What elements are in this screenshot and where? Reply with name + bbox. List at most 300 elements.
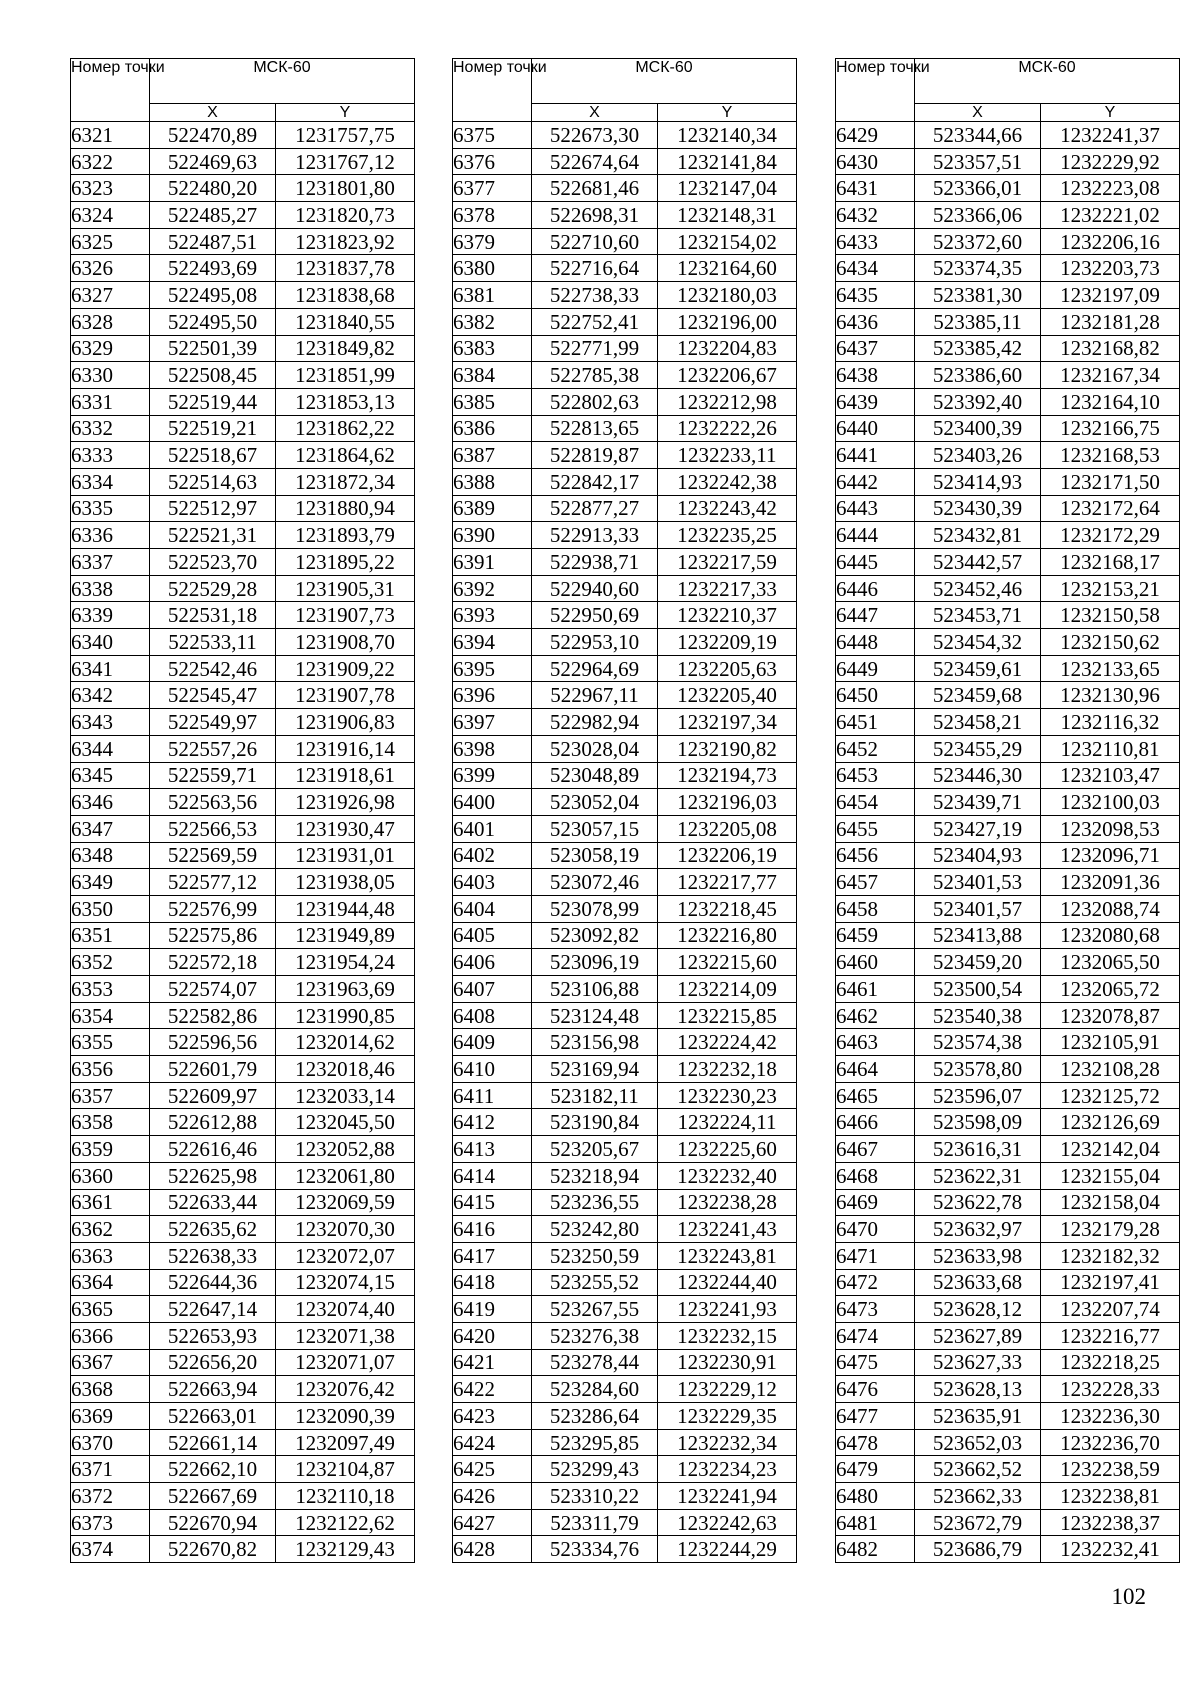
point-number-cell: 6325 — [71, 228, 150, 255]
point-number-cell: 6333 — [71, 442, 150, 469]
x-coordinate-cell: 523106,88 — [532, 976, 658, 1003]
point-number-cell: 6396 — [453, 682, 532, 709]
point-number-cell: 6321 — [71, 122, 150, 149]
x-coordinate-cell: 523048,89 — [532, 762, 658, 789]
table-row — [71, 762, 415, 789]
table-row — [836, 1109, 1180, 1136]
point-number-cell: 6468 — [836, 1162, 915, 1189]
point-number-cell: 6469 — [836, 1189, 915, 1216]
x-coordinate-cell: 522656,20 — [150, 1349, 276, 1376]
table-row — [71, 575, 415, 602]
x-coordinate-cell: 522681,46 — [532, 175, 658, 202]
x-coordinate-cell: 523459,61 — [915, 655, 1041, 682]
table-row — [453, 442, 797, 469]
point-number-cell: 6453 — [836, 762, 915, 789]
point-number-cell: 6335 — [71, 495, 150, 522]
y-coordinate-cell: 1232172,64 — [1041, 495, 1180, 522]
table-row — [71, 1002, 415, 1029]
point-number-cell: 6435 — [836, 282, 915, 309]
point-number-cell: 6328 — [71, 308, 150, 335]
table-row — [71, 122, 415, 149]
table-row — [453, 1296, 797, 1323]
y-coordinate-cell: 1231820,73 — [276, 202, 415, 229]
table-row — [71, 1509, 415, 1536]
y-coordinate-cell: 1232218,25 — [1041, 1349, 1180, 1376]
point-number-header: Номер точки — [453, 59, 532, 122]
table-row — [453, 629, 797, 656]
y-coordinate-cell: 1232158,04 — [1041, 1189, 1180, 1216]
point-number-cell: 6382 — [453, 308, 532, 335]
x-coordinate-cell: 522521,31 — [150, 522, 276, 549]
table-row — [836, 1403, 1180, 1430]
y-coordinate-cell: 1232090,39 — [276, 1403, 415, 1430]
point-number-cell: 6391 — [453, 549, 532, 576]
point-number-cell: 6353 — [71, 976, 150, 1003]
y-coordinate-cell: 1232182,32 — [1041, 1242, 1180, 1269]
x-coordinate-cell: 522953,10 — [532, 629, 658, 656]
table-row — [71, 1269, 415, 1296]
table-row — [836, 1162, 1180, 1189]
y-coordinate-cell: 1232045,50 — [276, 1109, 415, 1136]
x-coordinate-cell: 523156,98 — [532, 1029, 658, 1056]
x-coordinate-cell: 523385,11 — [915, 308, 1041, 335]
x-coordinate-cell: 523357,51 — [915, 148, 1041, 175]
table-row — [836, 335, 1180, 362]
table-row — [836, 175, 1180, 202]
y-coordinate-cell: 1232080,68 — [1041, 922, 1180, 949]
table-row — [836, 1269, 1180, 1296]
point-number-cell: 6404 — [453, 895, 532, 922]
point-number-cell: 6419 — [453, 1296, 532, 1323]
table-row — [453, 1189, 797, 1216]
x-coordinate-cell: 522670,94 — [150, 1509, 276, 1536]
point-number-cell: 6420 — [453, 1322, 532, 1349]
y-coordinate-cell: 1232224,42 — [658, 1029, 797, 1056]
point-number-cell: 6438 — [836, 362, 915, 389]
table-row — [453, 522, 797, 549]
point-number-cell: 6464 — [836, 1056, 915, 1083]
y-coordinate-cell: 1232233,11 — [658, 442, 797, 469]
x-coordinate-cell: 522512,97 — [150, 495, 276, 522]
x-coordinate-cell: 523072,46 — [532, 869, 658, 896]
table-row — [836, 1536, 1180, 1563]
point-number-cell: 6417 — [453, 1242, 532, 1269]
coordinate-system-header: МСК-60 — [150, 59, 415, 104]
table-row — [836, 255, 1180, 282]
point-number-cell: 6388 — [453, 468, 532, 495]
table-row — [71, 282, 415, 309]
y-coordinate-cell: 1232230,23 — [658, 1082, 797, 1109]
point-number-cell: 6459 — [836, 922, 915, 949]
x-coordinate-cell: 522577,12 — [150, 869, 276, 896]
x-coordinate-cell: 522616,46 — [150, 1136, 276, 1163]
point-number-cell: 6447 — [836, 602, 915, 629]
y-coordinate-cell: 1232244,29 — [658, 1536, 797, 1563]
x-coordinate-cell: 523278,44 — [532, 1349, 658, 1376]
table-row — [71, 789, 415, 816]
table-row — [836, 1509, 1180, 1536]
x-coordinate-cell: 522967,11 — [532, 682, 658, 709]
table-row — [836, 815, 1180, 842]
x-coordinate-cell: 523439,71 — [915, 789, 1041, 816]
x-coordinate-cell: 523672,79 — [915, 1509, 1041, 1536]
table-row — [453, 362, 797, 389]
point-number-cell: 6410 — [453, 1056, 532, 1083]
y-coordinate-cell: 1232070,30 — [276, 1216, 415, 1243]
table-row — [71, 228, 415, 255]
point-number-cell: 6443 — [836, 495, 915, 522]
point-number-cell: 6356 — [71, 1056, 150, 1083]
table-row — [71, 629, 415, 656]
point-number-cell: 6414 — [453, 1162, 532, 1189]
x-coordinate-cell: 522559,71 — [150, 762, 276, 789]
point-number-cell: 6402 — [453, 842, 532, 869]
y-coordinate-cell: 1232018,46 — [276, 1056, 415, 1083]
y-coordinate-cell: 1232242,38 — [658, 468, 797, 495]
table-row — [836, 1322, 1180, 1349]
point-number-cell: 6442 — [836, 468, 915, 495]
x-coordinate-cell: 523078,99 — [532, 895, 658, 922]
table-row — [453, 655, 797, 682]
y-coordinate-cell: 1231853,13 — [276, 388, 415, 415]
x-coordinate-cell: 522662,10 — [150, 1456, 276, 1483]
table-row — [453, 495, 797, 522]
x-coordinate-cell: 523430,39 — [915, 495, 1041, 522]
x-coordinate-cell: 523404,93 — [915, 842, 1041, 869]
y-coordinate-cell: 1232071,07 — [276, 1349, 415, 1376]
point-number-cell: 6449 — [836, 655, 915, 682]
y-coordinate-cell: 1232203,73 — [1041, 255, 1180, 282]
table-row — [71, 495, 415, 522]
x-coordinate-cell: 523628,12 — [915, 1296, 1041, 1323]
y-coordinate-cell: 1232210,37 — [658, 602, 797, 629]
x-coordinate-cell: 523400,39 — [915, 415, 1041, 442]
table-row — [71, 1376, 415, 1403]
table-row — [453, 1322, 797, 1349]
x-coordinate-cell: 522480,20 — [150, 175, 276, 202]
point-number-cell: 6329 — [71, 335, 150, 362]
table-row — [71, 602, 415, 629]
point-number-cell: 6332 — [71, 415, 150, 442]
x-header: X — [915, 103, 1041, 121]
y-coordinate-cell: 1232141,84 — [658, 148, 797, 175]
y-coordinate-cell: 1232230,91 — [658, 1349, 797, 1376]
y-coordinate-cell: 1232140,34 — [658, 122, 797, 149]
point-number-cell: 6427 — [453, 1509, 532, 1536]
x-coordinate-cell: 523414,93 — [915, 468, 1041, 495]
table-row — [836, 1216, 1180, 1243]
point-number-cell: 6327 — [71, 282, 150, 309]
x-coordinate-cell: 522877,27 — [532, 495, 658, 522]
point-number-cell: 6434 — [836, 255, 915, 282]
x-coordinate-cell: 522501,39 — [150, 335, 276, 362]
x-coordinate-cell: 522802,63 — [532, 388, 658, 415]
point-number-cell: 6354 — [71, 1002, 150, 1029]
x-coordinate-cell: 523182,11 — [532, 1082, 658, 1109]
y-coordinate-cell: 1231862,22 — [276, 415, 415, 442]
x-coordinate-cell: 522938,71 — [532, 549, 658, 576]
table-row — [836, 1242, 1180, 1269]
table-row — [836, 1082, 1180, 1109]
table-row — [71, 1029, 415, 1056]
point-number-cell: 6408 — [453, 1002, 532, 1029]
table-row — [836, 495, 1180, 522]
x-coordinate-cell: 523454,32 — [915, 629, 1041, 656]
table-row — [453, 228, 797, 255]
table-row — [836, 308, 1180, 335]
point-number-cell: 6342 — [71, 682, 150, 709]
y-coordinate-cell: 1232207,74 — [1041, 1296, 1180, 1323]
y-coordinate-cell: 1232235,25 — [658, 522, 797, 549]
table-row — [453, 869, 797, 896]
table-row — [71, 709, 415, 736]
x-coordinate-cell: 523598,09 — [915, 1109, 1041, 1136]
x-coordinate-cell: 522572,18 — [150, 949, 276, 976]
x-coordinate-cell: 522633,44 — [150, 1189, 276, 1216]
table-row — [836, 1296, 1180, 1323]
x-coordinate-cell: 523295,85 — [532, 1429, 658, 1456]
y-coordinate-cell: 1232154,02 — [658, 228, 797, 255]
y-coordinate-cell: 1232116,32 — [1041, 709, 1180, 736]
table-row — [453, 842, 797, 869]
x-coordinate-cell: 523453,71 — [915, 602, 1041, 629]
table-row — [836, 282, 1180, 309]
x-coordinate-cell: 522940,60 — [532, 575, 658, 602]
y-coordinate-cell: 1232150,58 — [1041, 602, 1180, 629]
point-number-cell: 6399 — [453, 762, 532, 789]
x-coordinate-cell: 523311,79 — [532, 1509, 658, 1536]
table-row — [71, 842, 415, 869]
y-coordinate-cell: 1232236,30 — [1041, 1403, 1180, 1430]
y-coordinate-cell: 1232150,62 — [1041, 629, 1180, 656]
table-row — [836, 122, 1180, 149]
point-number-cell: 6458 — [836, 895, 915, 922]
x-coordinate-cell: 522545,47 — [150, 682, 276, 709]
point-number-cell: 6477 — [836, 1403, 915, 1430]
y-coordinate-cell: 1232196,00 — [658, 308, 797, 335]
table-row — [836, 895, 1180, 922]
table-body — [453, 122, 797, 1563]
x-coordinate-cell: 522557,26 — [150, 735, 276, 762]
x-coordinate-cell: 522549,97 — [150, 709, 276, 736]
point-number-cell: 6454 — [836, 789, 915, 816]
x-coordinate-cell: 522575,86 — [150, 922, 276, 949]
point-number-cell: 6337 — [71, 549, 150, 576]
y-coordinate-cell: 1231823,92 — [276, 228, 415, 255]
table-row — [453, 1509, 797, 1536]
y-coordinate-cell: 1232225,60 — [658, 1136, 797, 1163]
y-coordinate-cell: 1232074,15 — [276, 1269, 415, 1296]
x-coordinate-cell: 523401,57 — [915, 895, 1041, 922]
x-coordinate-cell: 523574,38 — [915, 1029, 1041, 1056]
y-coordinate-cell: 1232153,21 — [1041, 575, 1180, 602]
y-coordinate-cell: 1232122,62 — [276, 1509, 415, 1536]
point-number-cell: 6379 — [453, 228, 532, 255]
y-coordinate-cell: 1231938,05 — [276, 869, 415, 896]
x-coordinate-cell: 523236,55 — [532, 1189, 658, 1216]
point-number-cell: 6481 — [836, 1509, 915, 1536]
table-row — [836, 388, 1180, 415]
x-coordinate-cell: 522950,69 — [532, 602, 658, 629]
table-row — [71, 1536, 415, 1563]
x-coordinate-cell: 522647,14 — [150, 1296, 276, 1323]
x-coordinate-cell: 522752,41 — [532, 308, 658, 335]
x-coordinate-cell: 523446,30 — [915, 762, 1041, 789]
y-coordinate-cell: 1231909,22 — [276, 655, 415, 682]
point-number-cell: 6384 — [453, 362, 532, 389]
table-row — [836, 415, 1180, 442]
x-coordinate-cell: 522913,33 — [532, 522, 658, 549]
y-coordinate-cell: 1232206,67 — [658, 362, 797, 389]
x-coordinate-cell: 522469,63 — [150, 148, 276, 175]
point-number-cell: 6412 — [453, 1109, 532, 1136]
y-coordinate-cell: 1232223,08 — [1041, 175, 1180, 202]
x-coordinate-cell: 523427,19 — [915, 815, 1041, 842]
x-coordinate-cell: 522576,99 — [150, 895, 276, 922]
x-coordinate-cell: 522495,50 — [150, 308, 276, 335]
table-row — [453, 709, 797, 736]
x-coordinate-cell: 522771,99 — [532, 335, 658, 362]
y-coordinate-cell: 1232069,59 — [276, 1189, 415, 1216]
y-coordinate-cell: 1232168,53 — [1041, 442, 1180, 469]
point-number-cell: 6374 — [71, 1536, 150, 1563]
table-row — [71, 976, 415, 1003]
x-coordinate-cell: 522533,11 — [150, 629, 276, 656]
table-row — [71, 815, 415, 842]
point-number-cell: 6482 — [836, 1536, 915, 1563]
table-row — [836, 735, 1180, 762]
table-body — [836, 122, 1180, 1563]
point-number-cell: 6418 — [453, 1269, 532, 1296]
coordinates-table-3 — [835, 58, 1180, 1563]
point-number-cell: 6407 — [453, 976, 532, 1003]
point-number-cell: 6401 — [453, 815, 532, 842]
x-coordinate-cell: 522663,01 — [150, 1403, 276, 1430]
table-row — [836, 1056, 1180, 1083]
y-header: Y — [1041, 103, 1180, 121]
x-coordinate-cell: 523662,52 — [915, 1456, 1041, 1483]
point-number-cell: 6338 — [71, 575, 150, 602]
point-number-header: Номер точки — [836, 59, 915, 122]
y-coordinate-cell: 1232218,45 — [658, 895, 797, 922]
table-row — [71, 1082, 415, 1109]
x-header: X — [150, 103, 276, 121]
x-coordinate-cell: 523452,46 — [915, 575, 1041, 602]
y-coordinate-cell: 1231963,69 — [276, 976, 415, 1003]
table-row — [836, 976, 1180, 1003]
y-coordinate-cell: 1232168,17 — [1041, 549, 1180, 576]
x-coordinate-cell: 523218,94 — [532, 1162, 658, 1189]
table-row — [453, 1216, 797, 1243]
table-row — [71, 1483, 415, 1510]
point-number-cell: 6425 — [453, 1456, 532, 1483]
y-coordinate-cell: 1232216,77 — [1041, 1322, 1180, 1349]
x-coordinate-cell: 523276,38 — [532, 1322, 658, 1349]
y-coordinate-cell: 1231906,83 — [276, 709, 415, 736]
point-number-cell: 6423 — [453, 1403, 532, 1430]
y-coordinate-cell: 1232110,18 — [276, 1483, 415, 1510]
table-body — [71, 122, 415, 1563]
table-row — [453, 682, 797, 709]
x-coordinate-cell: 523403,26 — [915, 442, 1041, 469]
table-row — [453, 602, 797, 629]
table-row — [836, 762, 1180, 789]
table-row — [836, 362, 1180, 389]
x-coordinate-cell: 523635,91 — [915, 1403, 1041, 1430]
x-coordinate-cell: 522519,21 — [150, 415, 276, 442]
y-coordinate-cell: 1232103,47 — [1041, 762, 1180, 789]
y-coordinate-cell: 1231907,73 — [276, 602, 415, 629]
table-row — [71, 522, 415, 549]
point-number-cell: 6375 — [453, 122, 532, 149]
point-number-cell: 6460 — [836, 949, 915, 976]
x-coordinate-cell: 523540,38 — [915, 1002, 1041, 1029]
y-coordinate-cell: 1232076,42 — [276, 1376, 415, 1403]
table-row — [836, 789, 1180, 816]
point-number-cell: 6389 — [453, 495, 532, 522]
x-coordinate-cell: 523124,48 — [532, 1002, 658, 1029]
x-coordinate-cell: 523632,97 — [915, 1216, 1041, 1243]
table-row — [71, 255, 415, 282]
point-number-cell: 6386 — [453, 415, 532, 442]
y-coordinate-cell: 1232242,63 — [658, 1509, 797, 1536]
y-coordinate-cell: 1232238,37 — [1041, 1509, 1180, 1536]
point-number-cell: 6444 — [836, 522, 915, 549]
point-number-cell: 6446 — [836, 575, 915, 602]
point-number-cell: 6334 — [71, 468, 150, 495]
x-coordinate-cell: 523057,15 — [532, 815, 658, 842]
table-row — [453, 1269, 797, 1296]
point-number-cell: 6351 — [71, 922, 150, 949]
point-number-cell: 6457 — [836, 869, 915, 896]
table-row — [453, 575, 797, 602]
table-row — [453, 1483, 797, 1510]
x-coordinate-cell: 522673,30 — [532, 122, 658, 149]
x-coordinate-cell: 523372,60 — [915, 228, 1041, 255]
table-row — [836, 655, 1180, 682]
y-coordinate-cell: 1232164,60 — [658, 255, 797, 282]
x-coordinate-cell: 522542,46 — [150, 655, 276, 682]
table-row — [836, 602, 1180, 629]
y-coordinate-cell: 1232168,82 — [1041, 335, 1180, 362]
y-coordinate-cell: 1232091,36 — [1041, 869, 1180, 896]
point-number-cell: 6421 — [453, 1349, 532, 1376]
table-row — [453, 255, 797, 282]
x-coordinate-cell: 523662,33 — [915, 1483, 1041, 1510]
x-coordinate-cell: 522638,33 — [150, 1242, 276, 1269]
x-coordinate-cell: 522635,62 — [150, 1216, 276, 1243]
table-row — [453, 122, 797, 149]
table-row — [71, 335, 415, 362]
point-number-cell: 6326 — [71, 255, 150, 282]
y-coordinate-cell: 1232244,40 — [658, 1269, 797, 1296]
x-coordinate-cell: 523596,07 — [915, 1082, 1041, 1109]
point-number-cell: 6471 — [836, 1242, 915, 1269]
point-number-cell: 6322 — [71, 148, 150, 175]
table-row — [71, 1242, 415, 1269]
table-row — [836, 1376, 1180, 1403]
point-number-cell: 6450 — [836, 682, 915, 709]
y-coordinate-cell: 1231990,85 — [276, 1002, 415, 1029]
table-row — [453, 1242, 797, 1269]
table-row — [836, 1029, 1180, 1056]
x-coordinate-cell: 522653,93 — [150, 1322, 276, 1349]
x-coordinate-cell: 522563,56 — [150, 789, 276, 816]
y-coordinate-cell: 1232100,03 — [1041, 789, 1180, 816]
point-number-cell: 6381 — [453, 282, 532, 309]
table-row — [453, 1376, 797, 1403]
point-number-cell: 6466 — [836, 1109, 915, 1136]
